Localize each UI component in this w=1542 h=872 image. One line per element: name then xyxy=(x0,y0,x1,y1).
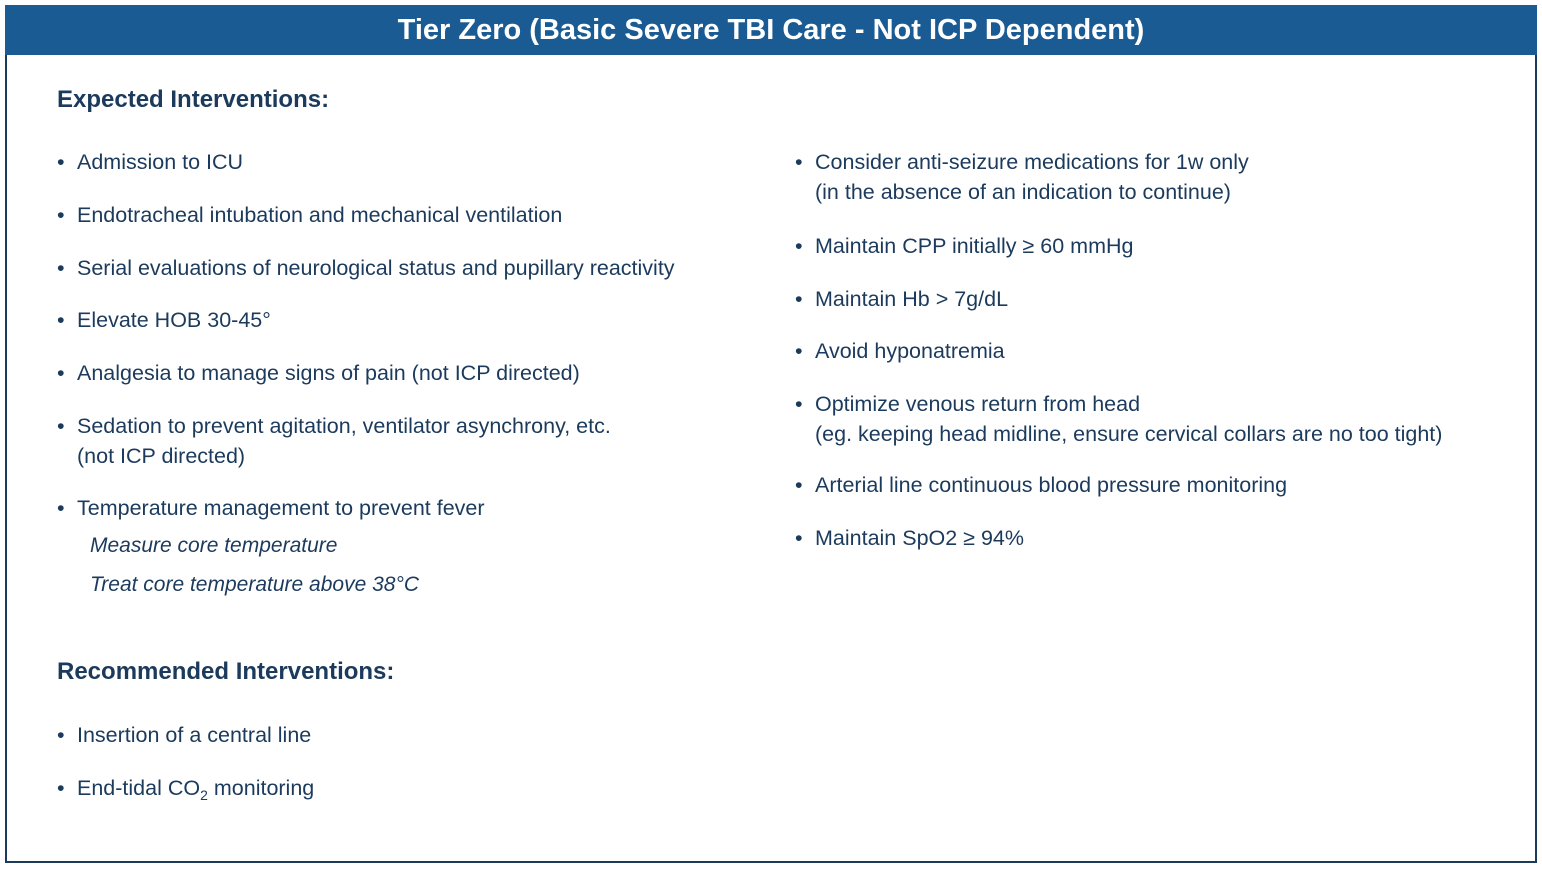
list-item: • Admission to ICU xyxy=(57,150,244,174)
sub-item: Treat core temperature above 38°C xyxy=(90,573,420,596)
list-item: • Sedation to prevent agitation, ventilator asynchrony, etc. (not ICP directed) xyxy=(57,414,611,468)
recommended-heading: Recommended Interventions: xyxy=(57,658,395,685)
list-item: • Analgesia to manage signs of pain (not ICP directed) xyxy=(57,361,580,385)
list-item: • Maintain CPP initially ≥ 60 mmHg xyxy=(795,234,1134,258)
list-item: • Maintain SpO2 ≥ 94% xyxy=(795,526,1024,550)
page-title: Tier Zero (Basic Severe TBI Care - Not ICP Dependent) xyxy=(5,5,1537,55)
expected-heading: Expected Interventions: xyxy=(57,86,330,113)
list-item: • Insertion of a central line xyxy=(57,723,312,747)
list-item: • Optimize venous return from head (eg. keeping head midline, ensure cervical collars are no too tight) xyxy=(795,392,1443,446)
list-item: • Temperature management to prevent fever xyxy=(57,496,485,520)
list-item: • Endotracheal intubation and mechanical ventilation xyxy=(57,203,563,227)
sub-item: Measure core temperature xyxy=(90,534,338,557)
list-item: • Arterial line continuous blood pressure monitoring xyxy=(795,473,1288,497)
list-item: • Serial evaluations of neurological status and pupillary reactivity xyxy=(57,256,675,280)
list-item: • Consider anti-seizure medications for 1w only (in the absence of an indication to continue) xyxy=(795,150,1249,204)
list-item: • Maintain Hb > 7g/dL xyxy=(795,287,1009,311)
list-item: • Avoid hyponatremia xyxy=(795,339,1005,363)
list-item: • Elevate HOB 30-45° xyxy=(57,308,271,332)
list-item: • End-tidal $CO_2$ monitoring xyxy=(57,776,315,803)
